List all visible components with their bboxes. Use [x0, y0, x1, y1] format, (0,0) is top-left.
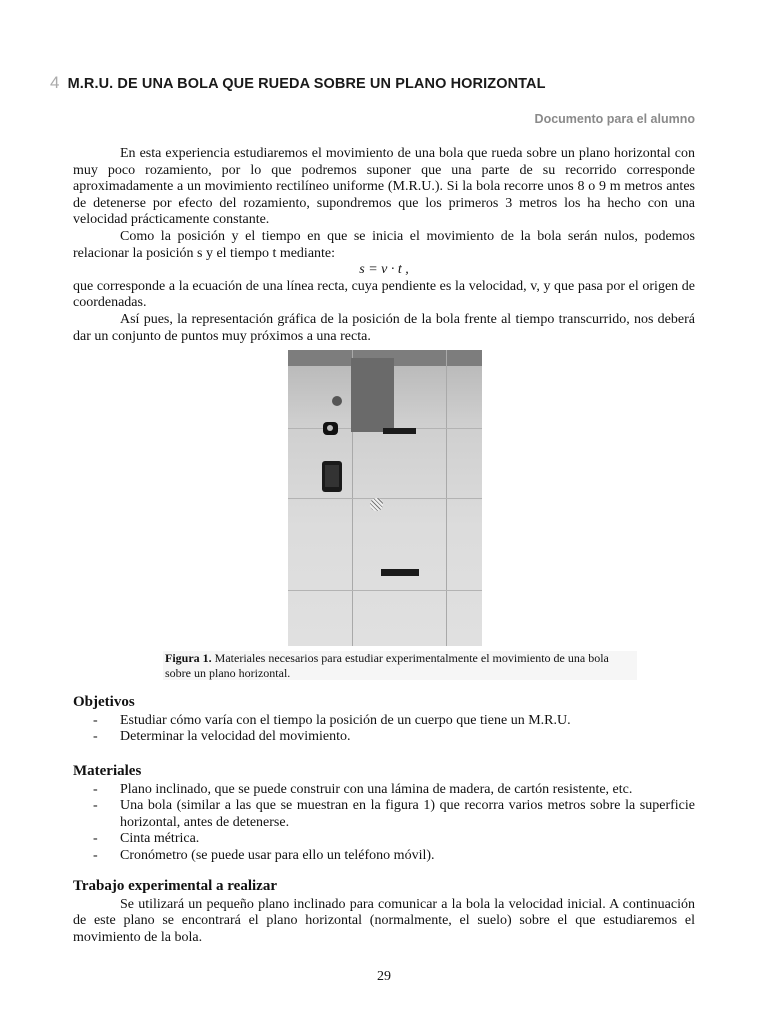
list-item: - Plano inclinado, que se puede construir con una lámina de madera, de cartón resistente, etc.	[93, 781, 633, 797]
trabajo-paragraph: Se utilizará un pequeño plano inclinado para comunicar a la bola la velocidad inicial. A continuación de este plano se encontrará el plano horizontal (normalmente, el suelo) sobre el que estudiaremos el movimiento de la bola.	[73, 896, 695, 945]
list-item: - Una bola (similar a las que se muestran en la figura 1) que recorra varios metros sobre la superficie horizontal, antes de detenerse.	[93, 798, 695, 830]
caption-text: Materiales necesarios para estudiar experimentalmente el movimiento de una bola sobre un plano horizontal.	[165, 651, 609, 680]
intro-text	[73, 146, 695, 345]
caption-label: Figura 1.	[165, 651, 212, 665]
figure-caption	[163, 651, 637, 680]
page-number: 29	[377, 969, 391, 984]
intro-paragraph-2: Como la posición y el tiempo en que se inicia el movimiento de la bola serán nulos, podemos relacionar la posición s y el tiempo t mediante:	[73, 228, 695, 261]
list-item: - Cronómetro (se puede usar para ello un teléfono móvil).	[93, 847, 435, 863]
inclined-plane	[351, 358, 394, 432]
figure-photo	[288, 350, 482, 646]
chapter-number: 4	[50, 73, 60, 92]
floor-mark	[383, 428, 416, 434]
chapter-title-text: M.R.U. DE UNA BOLA QUE RUEDA SOBRE UN PLANO HORIZONTAL	[67, 76, 546, 92]
tape-measure-icon	[323, 422, 338, 435]
materiales-section	[73, 763, 695, 865]
materiales-list	[73, 782, 695, 865]
materiales-heading: Materiales	[73, 763, 142, 779]
floor-mark	[381, 569, 419, 576]
chapter-title	[50, 73, 630, 93]
list-item: - Determinar la velocidad del movimiento.	[93, 729, 351, 745]
objetivos-section	[73, 694, 695, 746]
intro-paragraph-1: En esta experiencia estudiaremos el movimiento de una bola que rueda sobre un plano horizontal con muy poco rozamiento, por lo que podremos suponer que una parte de su recorrido corresponde aproximadamente a un movimiento rectilíneo uniforme (M.R.U.). Si la bola recorre unos 8 o 9 m metros antes de detenerse por efecto del rozamiento, supondremos que los primeros 3 metros los ha hecho con una velocidad prácticamente constante.	[73, 146, 695, 228]
tile-seam	[288, 590, 482, 591]
intro-paragraph-3: que corresponde a la ecuación de una línea recta, cuya pendiente es la velocidad, v, y que pasa por el origen de coordenadas.	[73, 278, 695, 311]
list-item: - Estudiar cómo varía con el tiempo la posición de un cuerpo que tiene un M.R.U.	[93, 712, 571, 728]
tile-seam	[288, 498, 482, 499]
trabajo-section	[73, 878, 695, 946]
objetivos-heading: Objetivos	[73, 694, 135, 710]
phone-icon	[322, 461, 342, 492]
striped-ball-icon	[370, 498, 383, 511]
document-subtitle: Documento para el alumno	[534, 112, 695, 126]
intro-paragraph-4: Así pues, la representación gráfica de la posición de la bola frente al tiempo transcurrido, nos deberá dar un conjunto de puntos muy próximos a una recta.	[73, 311, 695, 344]
equation: s = v · t ,	[359, 262, 409, 278]
objetivos-list	[73, 713, 695, 746]
experiment-photo	[288, 350, 482, 646]
trabajo-heading: Trabajo experimental a realizar	[73, 878, 277, 894]
ball-icon	[332, 396, 342, 406]
list-item: - Cinta métrica.	[93, 831, 200, 847]
